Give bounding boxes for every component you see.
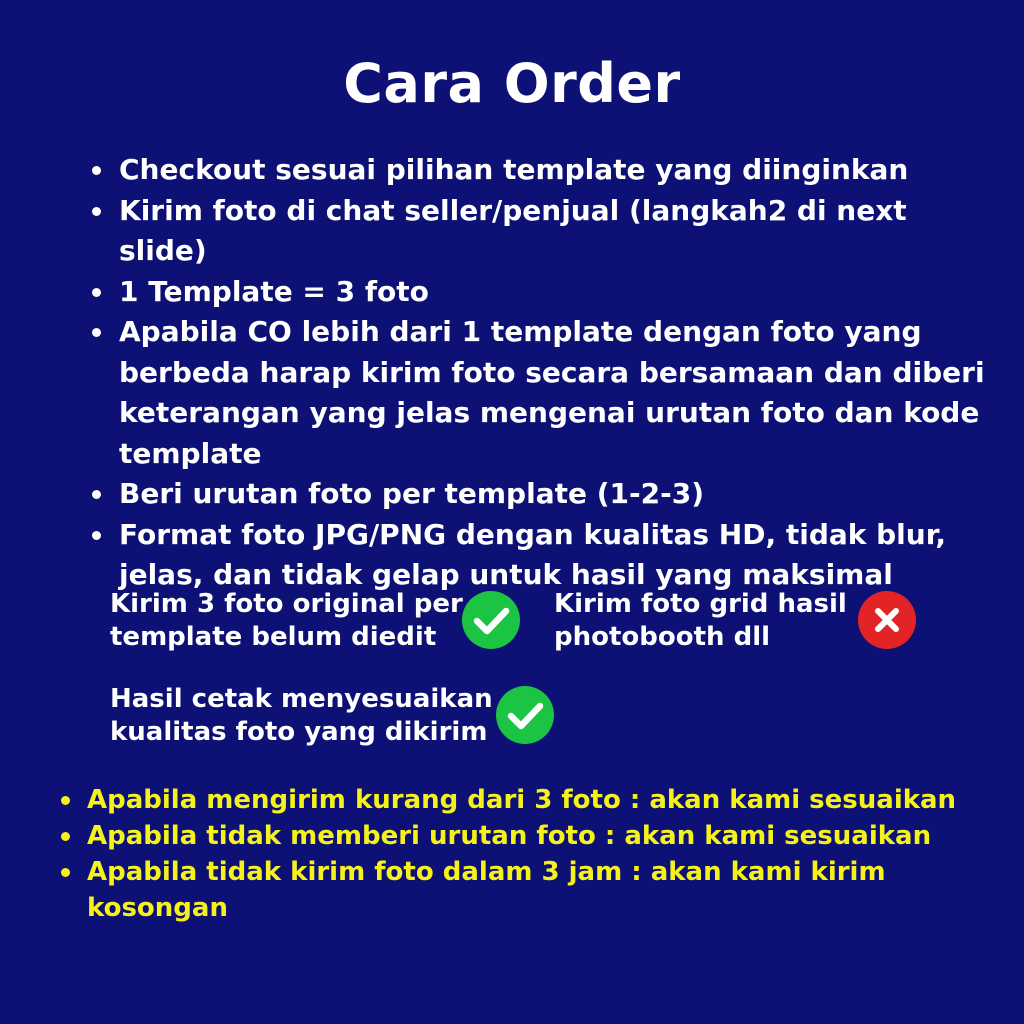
list-item: Format foto JPG/PNG dengan kualitas HD, tidak blur, jelas, dan tidak gelap untuk hasil yang maksimal [88, 515, 988, 596]
note-text-line: Kirim 3 foto original per [110, 589, 463, 619]
warning-item: Apabila tidak kirim foto dalam 3 jam : akan kami kirim kosongan [58, 854, 1008, 926]
note-text-line: photobooth dll [554, 622, 771, 652]
page-title: Cara Order [343, 52, 681, 115]
note-text-line: Hasil cetak menyesuaikan [110, 684, 493, 714]
order-steps-list [88, 150, 988, 596]
check-icon [462, 591, 520, 649]
note-text-line: Kirim foto grid hasil [554, 589, 847, 619]
list-item: Beri urutan foto per template (1-2-3) [88, 474, 988, 515]
list-item: Checkout sesuai pilihan template yang diinginkan [88, 150, 988, 191]
note-text-line: template belum diedit [110, 622, 437, 652]
warning-item: Apabila tidak memberi urutan foto : akan kami sesuaikan [58, 818, 1008, 854]
note-no-grid [554, 588, 847, 654]
list-item: Apabila CO lebih dari 1 template dengan foto yang berbeda harap kirim foto secara bersamaan dan diberi keterangan yang jelas mengenai urutan foto dan kode template [88, 312, 988, 474]
warning-item: Apabila mengirim kurang dari 3 foto : akan kami sesuaikan [58, 782, 1008, 818]
note-text-line: kualitas foto yang dikirim [110, 717, 488, 747]
list-item: 1 Template = 3 foto [88, 272, 988, 313]
check-icon [496, 686, 554, 744]
list-item: Kirim foto di chat seller/penjual (langkah2 di next slide) [88, 191, 988, 272]
note-print-quality [110, 683, 493, 749]
cross-icon [858, 591, 916, 649]
warnings-list [58, 782, 1008, 926]
note-send-original [110, 588, 463, 654]
